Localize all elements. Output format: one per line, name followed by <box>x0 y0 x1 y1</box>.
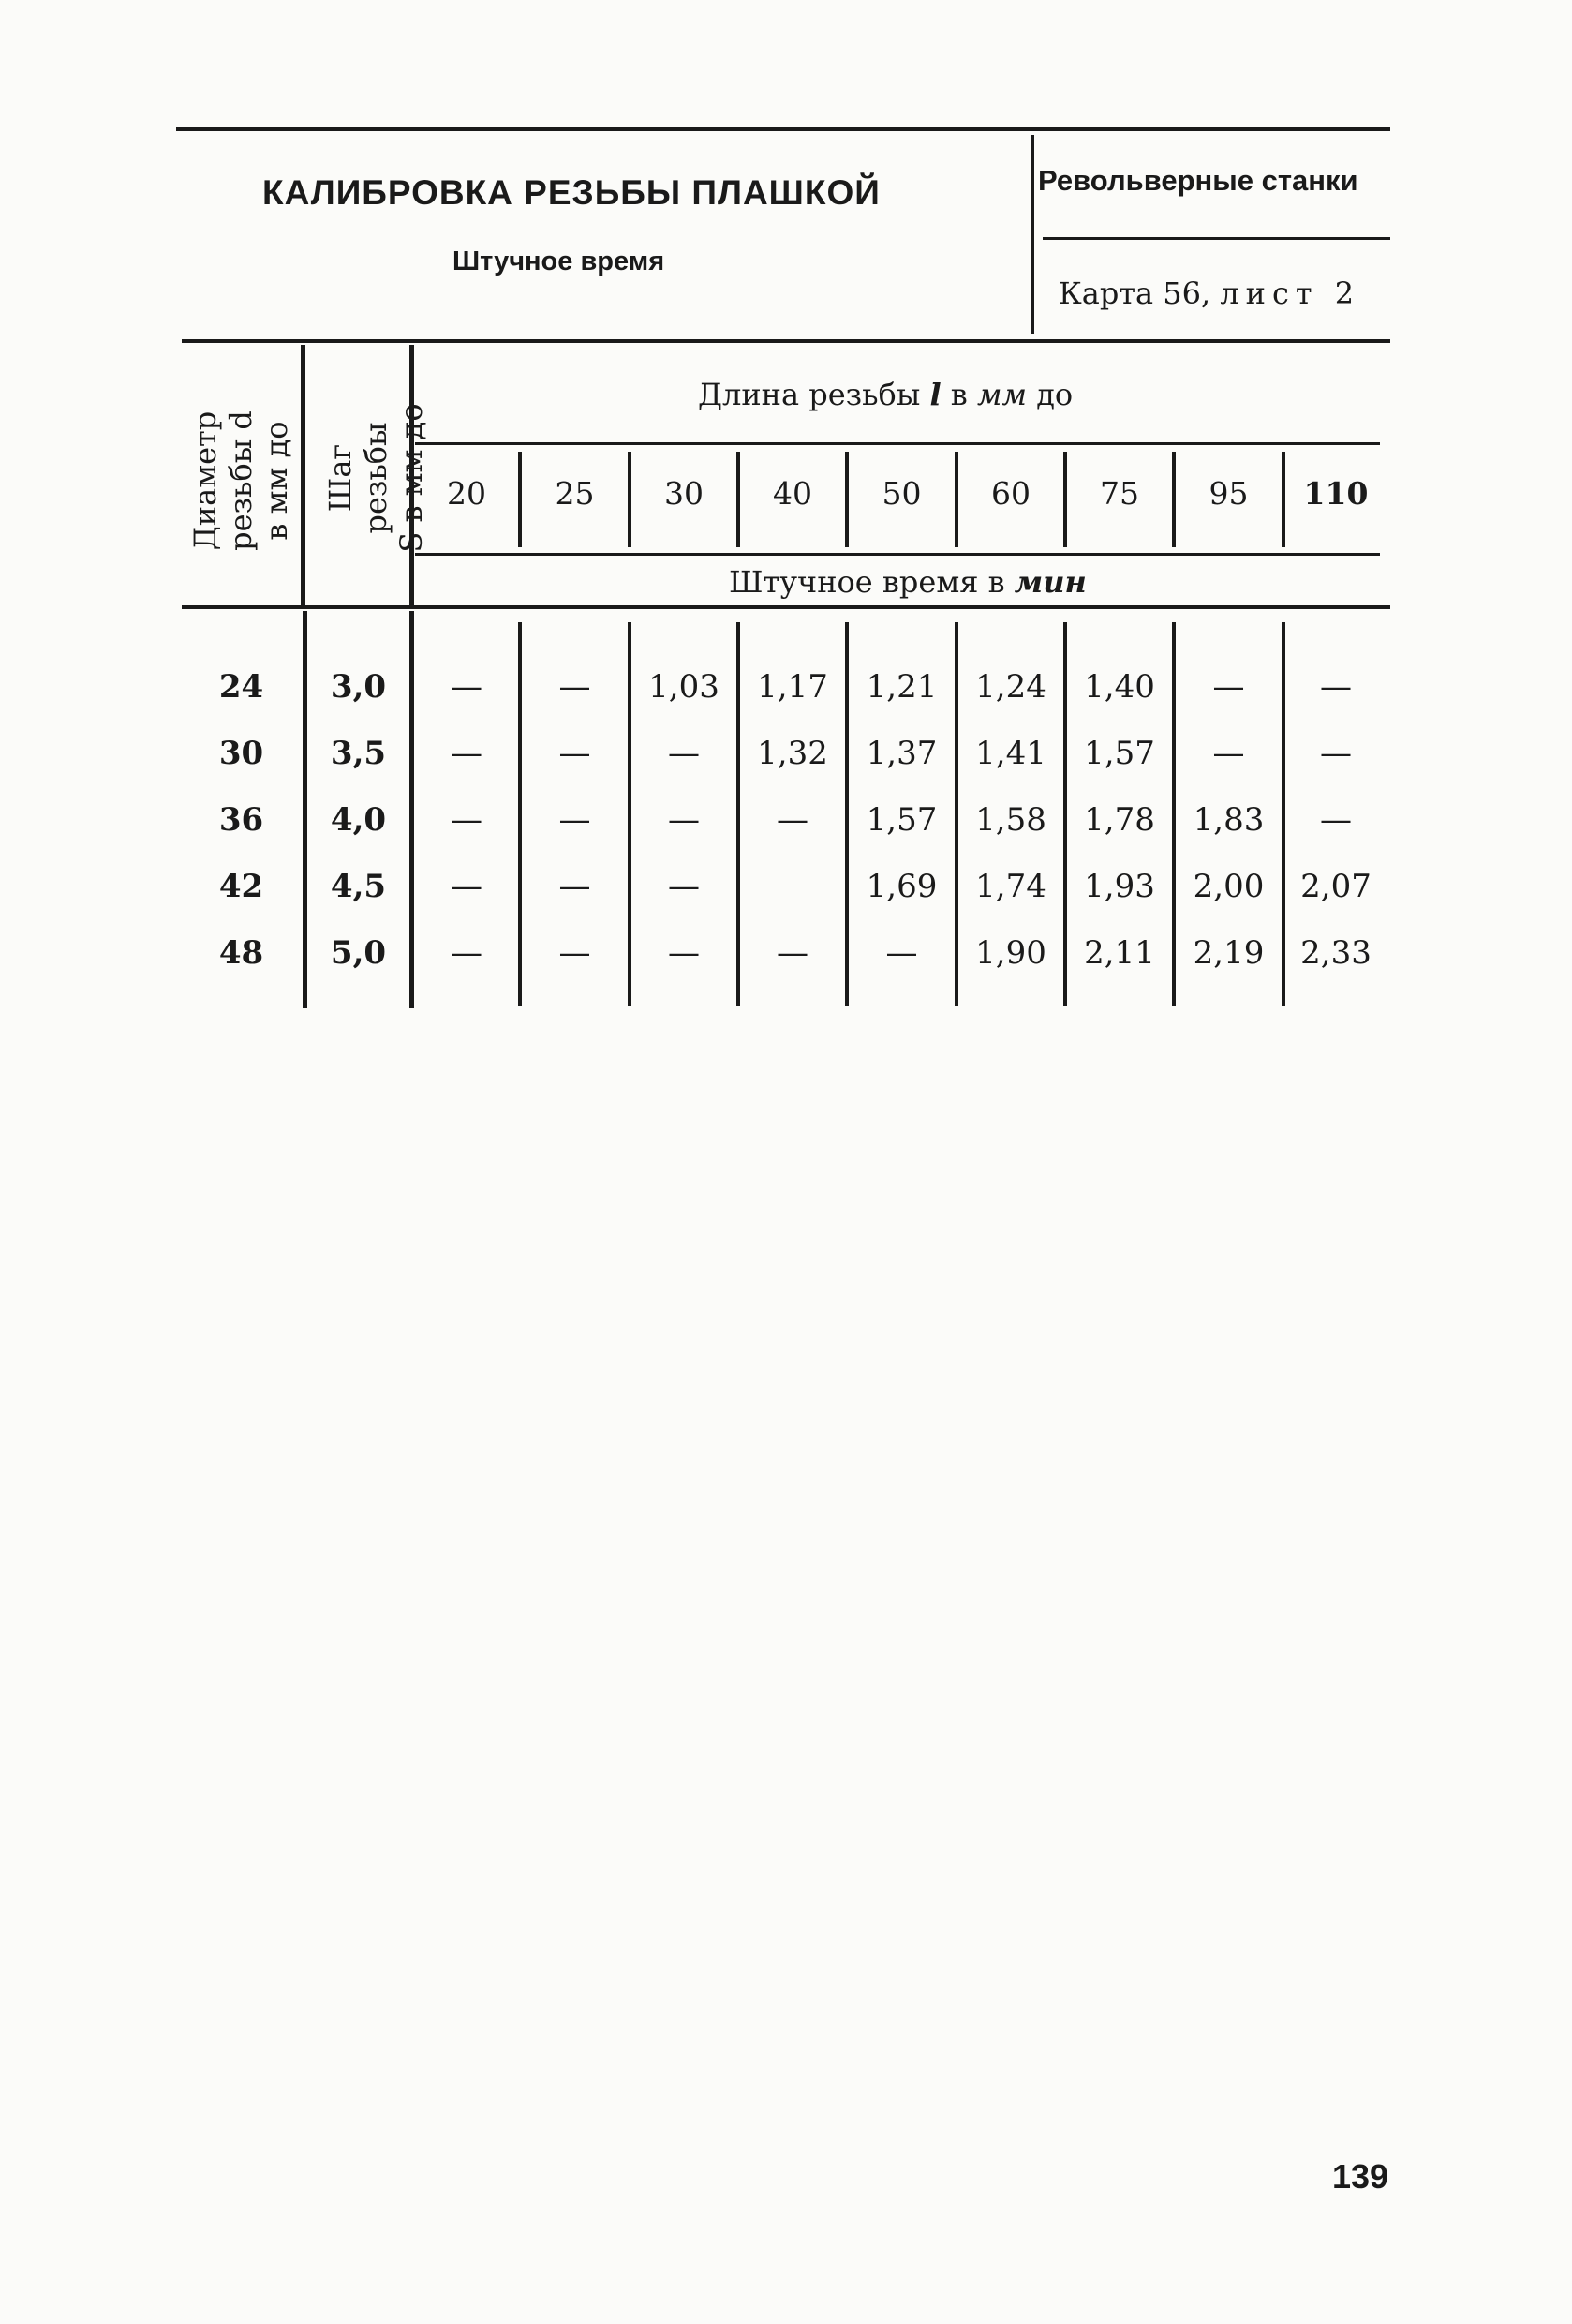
time-cell: 1,93 <box>1084 868 1155 905</box>
time-cell: 1,78 <box>1084 801 1155 839</box>
time-cell: — <box>668 934 700 972</box>
diameter-cell: 42 <box>218 868 264 905</box>
length-value: 75 <box>1100 475 1139 512</box>
time-cell: 1,37 <box>866 735 938 772</box>
time-cell: — <box>451 868 482 905</box>
time-cell: 2,11 <box>1084 934 1155 972</box>
time-cell: 1,69 <box>866 868 938 905</box>
time-cell: — <box>451 735 482 772</box>
pitch-header-line2: S в мм до <box>393 403 429 553</box>
length-value: 40 <box>773 475 812 512</box>
time-cell: — <box>451 668 482 706</box>
time-cell: — <box>451 934 482 972</box>
time-cell: — <box>558 868 591 905</box>
time-cell: 1,58 <box>975 801 1046 839</box>
time-cell: 1,41 <box>975 735 1046 772</box>
time-cell: 1,17 <box>757 668 828 706</box>
col-sep-pitch <box>409 611 414 1008</box>
page-title: КАЛИБРОВКА РЕЗЬБЫ ПЛАШКОЙ <box>262 173 881 212</box>
diameter-cell: 36 <box>218 801 264 839</box>
machine-type: Револьверные станки <box>1038 164 1358 197</box>
time-cell: — <box>558 668 591 706</box>
top-rule <box>176 127 1390 131</box>
col-sep-diameter-header <box>301 345 305 607</box>
time-cell: 2,07 <box>1300 868 1372 905</box>
time-cell: 2,00 <box>1193 868 1265 905</box>
diameter-header-line2: резьбы d <box>223 410 259 551</box>
time-cell: — <box>885 934 918 972</box>
time-cell: 1,32 <box>757 735 828 772</box>
time-cell: — <box>777 801 808 839</box>
time-cell: — <box>777 934 808 972</box>
card-reference <box>1059 276 1360 311</box>
length-value: 110 <box>1303 475 1369 512</box>
length-value: 20 <box>447 475 486 512</box>
time-cell: — <box>668 801 700 839</box>
time-cell: — <box>1320 735 1352 772</box>
header-divider <box>1031 135 1034 334</box>
time-cell: 1,90 <box>975 934 1046 972</box>
length-value: 25 <box>555 475 595 512</box>
time-cell: 1,40 <box>1084 668 1155 706</box>
length-header: Длина резьбы l в мм до <box>698 377 1074 412</box>
card-sheet: лист 2 <box>1220 276 1361 311</box>
pitch-cell: 5,0 <box>330 934 387 972</box>
time-cell: — <box>558 934 591 972</box>
table-top-rule <box>182 339 1390 343</box>
header-side-rule <box>1043 237 1390 240</box>
time-cell: — <box>1320 668 1352 706</box>
time-cell: 2,19 <box>1193 934 1265 972</box>
diameter-cell: 48 <box>218 934 264 972</box>
time-cell: — <box>668 735 700 772</box>
pitch-header-line1: Шаг резьбы <box>322 422 393 534</box>
diameter-header-line1: Диаметр <box>187 410 223 551</box>
time-cell: 1,83 <box>1193 801 1265 839</box>
time-cell: 2,33 <box>1300 934 1372 972</box>
diameter-column-header <box>187 387 294 574</box>
time-cell: — <box>668 868 700 905</box>
time-cell: 1,24 <box>975 668 1046 706</box>
diameter-header-line3: в мм до <box>259 421 294 541</box>
time-cell: 1,03 <box>648 668 719 706</box>
length-value: 30 <box>664 475 704 512</box>
time-cell: — <box>1320 801 1352 839</box>
time-cell: 1,57 <box>1084 735 1155 772</box>
time-cell: — <box>558 735 591 772</box>
time-cell: — <box>1212 735 1245 772</box>
pitch-cell: 4,0 <box>330 801 387 839</box>
page-number: 139 <box>1332 2157 1389 2196</box>
time-cell: — <box>1212 668 1245 706</box>
length-value: 95 <box>1209 475 1249 512</box>
time-header: Штучное время в мин <box>729 564 1087 600</box>
diameter-cell: 24 <box>218 668 264 706</box>
length-values-rule <box>415 553 1380 556</box>
page-subtitle: Штучное время <box>452 246 665 276</box>
table-header-bottom-rule <box>182 605 1390 609</box>
length-value: 60 <box>991 475 1031 512</box>
time-cell: — <box>451 801 482 839</box>
pitch-cell: 4,5 <box>330 868 387 905</box>
diameter-cell: 30 <box>218 735 264 772</box>
pitch-cell: 3,0 <box>330 668 387 706</box>
time-cell: 1,57 <box>866 801 938 839</box>
length-value: 50 <box>882 475 922 512</box>
time-cell: 1,74 <box>975 868 1046 905</box>
card-number: Карта 56, <box>1059 276 1211 311</box>
length-header-rule <box>415 442 1380 445</box>
pitch-cell: 3,5 <box>330 735 387 772</box>
time-cell: 1,21 <box>866 668 938 706</box>
pitch-column-header <box>322 384 429 572</box>
time-cell: — <box>558 801 591 839</box>
